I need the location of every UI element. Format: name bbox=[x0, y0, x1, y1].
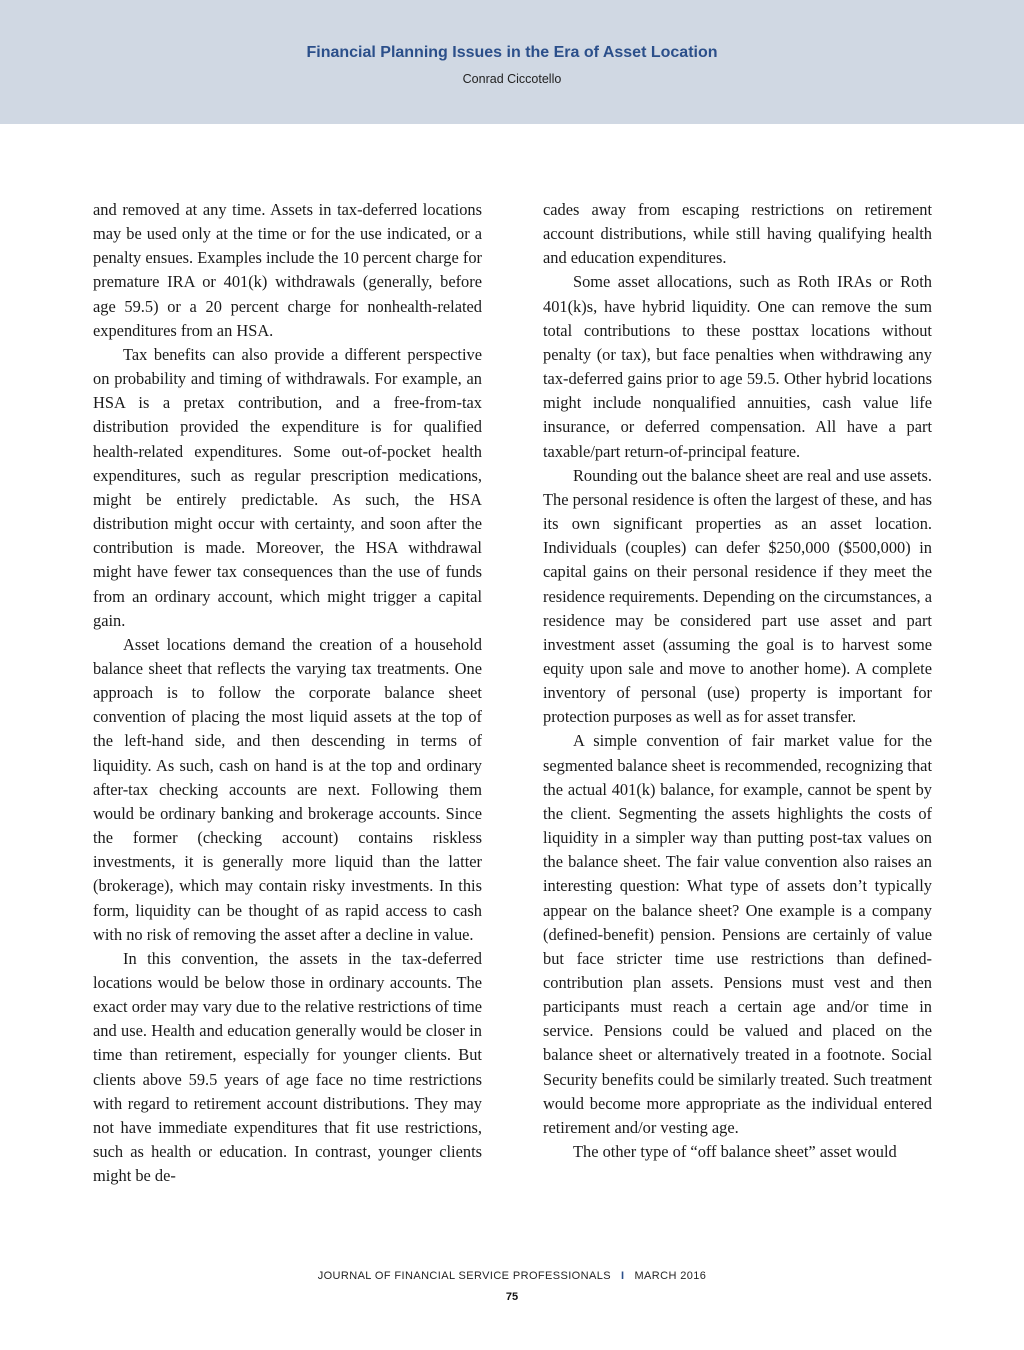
body-paragraph: cades away from escaping restrictions on retirement account distributions, while still having qualifying health and education expenditures. bbox=[543, 200, 932, 268]
journal-name: JOURNAL OF FINANCIAL SERVICE PROFESSIONALS bbox=[317, 1270, 611, 1282]
issue-date: MARCH 2016 bbox=[634, 1270, 707, 1282]
body-paragraph: In this convention, the assets in the tax-deferred locations would be below those in ordinary accounts. The exact order may vary due to the relative restrictions of time and use. Health and education generally would be closer in time than retirement, especially for younger clients. But clients above 59.5 years of age face no time restrictions with regard to retirement account distributions. They may not have immediate expenditures that fit use restrictions, such as health or education. In contrast, younger clients might be de- bbox=[93, 948, 482, 1186]
running-header bbox=[0, 0, 1024, 124]
footer-separator: I bbox=[620, 1270, 625, 1282]
article-title: Financial Planning Issues in the Era of Asset Location bbox=[306, 44, 718, 61]
body-paragraph: Asset locations demand the creation of a household balance sheet that reflects the varying tax treatments. One approach is to follow the corporate balance sheet convention of placing the most liquid assets at the top of the left-hand side, and then descending in terms of liquidity. As such, cash on hand is at the top and ordinary after-tax checking accounts are next. Following them would be ordinary banking and brokerage accounts. Since the former (checking account) contains riskless investments, it is generally more liquid than the latter (brokerage), which may contain risky investments. In this form, liquidity can be thought of as rapid access to cash with no risk of removing the asset after a decline in value. bbox=[93, 634, 482, 944]
body-paragraph: Rounding out the balance sheet are real and use assets. The personal residence is often the largest of these, and has its own significant properties as an asset location. Individuals (couples) can defer $250,000 ($500,000) in capital gains on their personal residence if they meet the residence requirements. Depending on the circumstances, a residence may be considered part use asset and part investment asset (assuming the goal is to harvest some equity upon sale and move to another home). A complete inventory of personal (use) property is important for protection purposes as well as for asset transfer. bbox=[543, 465, 932, 727]
running-footer bbox=[0, 1270, 1024, 1282]
body-paragraph: Tax benefits can also provide a different perspective on probability and timing of withdrawals. For example, an HSA is a pretax contribution, and a free-from-tax distribution provided the expenditure is for qualified health-related expenditures. Some out-of-pocket health expenditures, such as regular prescription medications, might be entirely predictable. As such, the HSA distribution might occur with certainty, and soon after the contribution is made. Moreover, the HSA withdrawal might have fewer tax consequences than the use of funds from an ordinary account, which might trigger a capital gain. bbox=[93, 344, 482, 630]
body-paragraph: The other type of “off balance sheet” asset would bbox=[573, 1142, 897, 1162]
body-paragraph: A simple convention of fair market value for the segmented balance sheet is recommended, recognizing that the actual 401(k) balance, for example, cannot be spent by the client. Segmenting the assets highlights the costs of liquidity in a simpler way than putting post-tax values on the balance sheet. The fair value convention also raises an interesting question: What type of assets don’t typically appear on the balance sheet? One example is a company (defined-benefit) pension. Pensions are certainly of value but face stricter time use restrictions than defined-contribution plan assets. Pensions must vest and then participants must reach a certain age and/or time in service. Pensions could be valued and placed on the balance sheet or alternatively treated in a footnote. Social Security benefits could be similarly treated. Such treatment would become more appropriate as the individual entered retirement and/or vesting age. bbox=[543, 731, 932, 1137]
right-column bbox=[543, 198, 932, 1164]
page-number: 75 bbox=[505, 1291, 519, 1303]
body-paragraph: Some asset allocations, such as Roth IRAs or Roth 401(k)s, have hybrid liquidity. One can remove the sum total contributions to these posttax locations without penalty (or tax), but face penalties when withdrawing any tax-deferred gains prior to age 59.5. Other hybrid locations might include nonqualified annuities, cash value life insurance, or deferred compensation. All have a part taxable/part return-of-principal feature. bbox=[543, 272, 932, 461]
article-author: Conrad Ciccotello bbox=[462, 72, 562, 86]
left-column bbox=[93, 198, 482, 1188]
body-paragraph: and removed at any time. Assets in tax-deferred locations may be used only at the time or for the use indicated, or a penalty ensues. Examples include the 10 percent charge for premature IRA or 401(k) withdrawals (generally, before age 59.5) or a 20 percent charge for nonhealth-related expenditures from an HSA. bbox=[93, 200, 482, 340]
